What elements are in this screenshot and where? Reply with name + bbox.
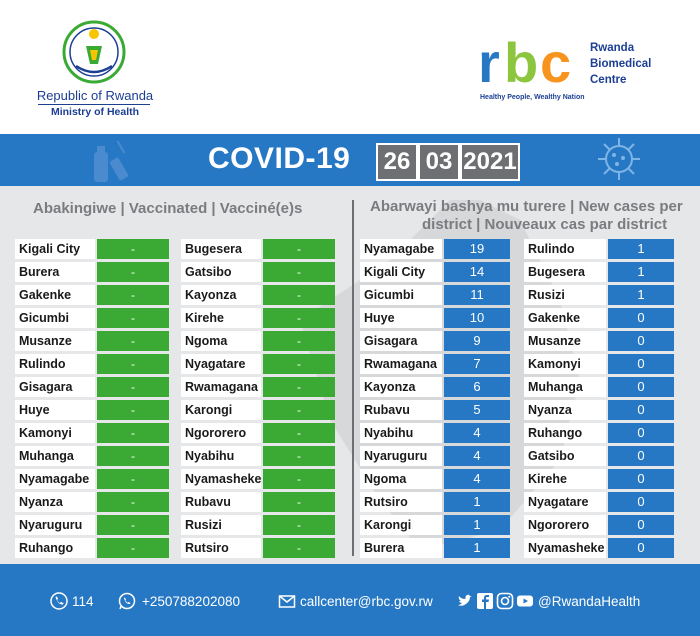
rbc-tagline: Healthy People, Wealthy Nation (480, 94, 585, 101)
vaccinated-left-district-name: Nyanza (15, 492, 95, 512)
new-cases-right-value: 0 (608, 515, 674, 535)
vaccinated-left-district-name: Rulindo (15, 354, 95, 374)
new-cases-left-value: 9 (444, 331, 510, 351)
vaccinated-left-district-name: Gicumbi (15, 308, 95, 328)
vaccinated-right-value: - (263, 331, 335, 351)
rbc-name-line: Centre (590, 74, 627, 86)
svg-text:r: r (478, 36, 500, 90)
ministry-label: Ministry of Health (50, 106, 140, 118)
new-cases-left-district-name: Gicumbi (360, 285, 442, 305)
new-cases-left-value: 5 (444, 400, 510, 420)
new-cases-right-district-name: Ngororero (524, 515, 606, 535)
section-divider (352, 200, 354, 556)
vaccinated-left-value: - (97, 400, 169, 420)
vaccinated-left-value: - (97, 538, 169, 558)
vaccinated-right-value: - (263, 469, 335, 489)
vaccinated-left-district-name: Gakenke (15, 285, 95, 305)
new-cases-right-value: 0 (608, 492, 674, 512)
vaccinated-heading: Abakingiwe | Vaccinated | Vacciné(e)s (33, 200, 303, 217)
virus-icon (594, 134, 644, 184)
youtube-icon[interactable] (516, 592, 534, 610)
email-address[interactable]: callcenter@rbc.gov.rw (300, 594, 433, 609)
new-cases-left-value: 11 (444, 285, 510, 305)
republic-label: Republic of Rwanda (36, 88, 154, 103)
new-cases-left-value: 4 (444, 446, 510, 466)
vaccinated-left-value: - (97, 492, 169, 512)
email-icon (278, 592, 296, 610)
new-cases-left-value: 4 (444, 423, 510, 443)
whatsapp-number[interactable]: +250788202080 (142, 594, 240, 609)
vaccinated-right-value: - (263, 377, 335, 397)
new-cases-right-district-name: Nyamasheke (524, 538, 606, 558)
svg-text:b: b (504, 36, 539, 90)
rbc-logo-icon (478, 36, 584, 90)
new-cases-left-value: 10 (444, 308, 510, 328)
social-handle[interactable]: @RwandaHealth (538, 594, 641, 609)
vaccinated-left-value: - (97, 285, 169, 305)
vaccinated-right-district-name: Rusizi (181, 515, 261, 535)
vaccinated-right-district-name: Rwamagana (181, 377, 261, 397)
vaccinated-right-value: - (263, 538, 335, 558)
new-cases-left-value: 19 (444, 239, 510, 259)
new-cases-right-district-name: Muhanga (524, 377, 606, 397)
vaccinated-left-district-name: Nyamagabe (15, 469, 95, 489)
vaccinated-right-district-name: Karongi (181, 400, 261, 420)
vaccinated-right-district-name: Gatsibo (181, 262, 261, 282)
date-year: 2021 (460, 143, 520, 181)
vaccinated-right-value: - (263, 239, 335, 259)
vaccinated-right-value: - (263, 515, 335, 535)
new-cases-left-district-name: Nyabihu (360, 423, 442, 443)
twitter-icon[interactable] (456, 592, 474, 610)
vaccinated-left-district-name: Nyaruguru (15, 515, 95, 535)
new-cases-right-district-name: Gatsibo (524, 446, 606, 466)
vaccinated-right-district-name: Nyagatare (181, 354, 261, 374)
new-cases-right-value: 0 (608, 469, 674, 489)
vaccinated-left-value: - (97, 331, 169, 351)
vaccinated-left-district-name: Huye (15, 400, 95, 420)
vaccinated-left-district-name: Muhanga (15, 446, 95, 466)
new-cases-left-value: 1 (444, 538, 510, 558)
whatsapp-icon (118, 592, 136, 610)
vaccinated-left-value: - (97, 239, 169, 259)
new-cases-left-district-name: Karongi (360, 515, 442, 535)
vaccinated-right-district-name: Rutsiro (181, 538, 261, 558)
vaccinated-left-district-name: Ruhango (15, 538, 95, 558)
vaccinated-right-value: - (263, 262, 335, 282)
new-cases-left-district-name: Rubavu (360, 400, 442, 420)
vaccinated-right-district-name: Ngororero (181, 423, 261, 443)
new-cases-right-value: 0 (608, 538, 674, 558)
new-cases-right-value: 1 (608, 285, 674, 305)
header-divider (38, 104, 150, 105)
svg-text:c: c (540, 36, 572, 90)
syringe-icon (84, 138, 134, 186)
new-cases-right-value: 1 (608, 262, 674, 282)
new-cases-right-district-name: Nyagatare (524, 492, 606, 512)
vaccinated-right-value: - (263, 423, 335, 443)
new-cases-right-value: 0 (608, 423, 674, 443)
vaccinated-right-district-name: Nyabihu (181, 446, 261, 466)
vaccinated-left-value: - (97, 515, 169, 535)
vaccinated-right-district-name: Kayonza (181, 285, 261, 305)
new-cases-right-value: 0 (608, 400, 674, 420)
new-cases-right-value: 0 (608, 446, 674, 466)
vaccinated-right-district-name: Kirehe (181, 308, 261, 328)
vaccinated-left-district-name: Kamonyi (15, 423, 95, 443)
new-cases-left-district-name: Nyamagabe (360, 239, 442, 259)
new-cases-right-district-name: Musanze (524, 331, 606, 351)
instagram-icon[interactable] (496, 592, 514, 610)
new-cases-right-district-name: Nyanza (524, 400, 606, 420)
header (0, 0, 700, 134)
new-cases-left-value: 14 (444, 262, 510, 282)
vaccinated-right-district-name: Rubavu (181, 492, 261, 512)
vaccinated-left-district-name: Gisagara (15, 377, 95, 397)
vaccinated-right-value: - (263, 354, 335, 374)
hotline-text[interactable]: 114 (72, 594, 94, 609)
vaccinated-left-value: - (97, 308, 169, 328)
new-cases-heading-line: Abarwayi bashya mu turere | New cases per (370, 198, 683, 215)
new-cases-heading-line: district | Nouveaux cas par district (422, 216, 668, 233)
vaccinated-left-value: - (97, 446, 169, 466)
new-cases-right-district-name: Rusizi (524, 285, 606, 305)
phone-icon (50, 592, 68, 610)
new-cases-right-district-name: Ruhango (524, 423, 606, 443)
new-cases-right-district-name: Gakenke (524, 308, 606, 328)
new-cases-right-value: 1 (608, 239, 674, 259)
new-cases-right-value: 0 (608, 308, 674, 328)
new-cases-left-district-name: Ngoma (360, 469, 442, 489)
vaccinated-left-district-name: Burera (15, 262, 95, 282)
facebook-icon[interactable] (476, 592, 494, 610)
vaccinated-right-value: - (263, 285, 335, 305)
new-cases-left-district-name: Kayonza (360, 377, 442, 397)
rbc-name (590, 40, 651, 88)
vaccinated-right-value: - (263, 492, 335, 512)
banner-title: COVID-19 (208, 142, 351, 175)
vaccinated-right-district-name: Ngoma (181, 331, 261, 351)
vaccinated-right-value: - (263, 308, 335, 328)
new-cases-left-value: 6 (444, 377, 510, 397)
new-cases-right-district-name: Kirehe (524, 469, 606, 489)
date-month: 03 (418, 143, 460, 181)
new-cases-left-district-name: Kigali City (360, 262, 442, 282)
new-cases-left-district-name: Huye (360, 308, 442, 328)
vaccinated-right-value: - (263, 446, 335, 466)
new-cases-left-district-name: Burera (360, 538, 442, 558)
new-cases-left-district-name: Rutsiro (360, 492, 442, 512)
date-day: 26 (376, 143, 418, 181)
new-cases-left-value: 1 (444, 515, 510, 535)
new-cases-right-district-name: Bugesera (524, 262, 606, 282)
rwanda-coat-of-arms-icon (62, 20, 126, 84)
vaccinated-left-value: - (97, 354, 169, 374)
new-cases-left-value: 1 (444, 492, 510, 512)
new-cases-left-value: 4 (444, 469, 510, 489)
vaccinated-left-value: - (97, 377, 169, 397)
new-cases-left-district-name: Gisagara (360, 331, 442, 351)
new-cases-heading (370, 198, 683, 234)
vaccinated-left-value: - (97, 469, 169, 489)
vaccinated-left-value: - (97, 262, 169, 282)
vaccinated-left-value: - (97, 423, 169, 443)
new-cases-left-district-name: Rwamagana (360, 354, 442, 374)
new-cases-right-district-name: Rulindo (524, 239, 606, 259)
new-cases-right-value: 0 (608, 377, 674, 397)
new-cases-right-value: 0 (608, 354, 674, 374)
vaccinated-left-district-name: Musanze (15, 331, 95, 351)
new-cases-right-value: 0 (608, 331, 674, 351)
vaccinated-right-district-name: Bugesera (181, 239, 261, 259)
rbc-name-line: Biomedical (590, 58, 652, 70)
vaccinated-right-value: - (263, 400, 335, 420)
vaccinated-left-district-name: Kigali City (15, 239, 95, 259)
vaccinated-right-district-name: Nyamasheke (181, 469, 261, 489)
new-cases-left-district-name: Nyaruguru (360, 446, 442, 466)
new-cases-left-value: 7 (444, 354, 510, 374)
rbc-name-line: Rwanda (590, 42, 635, 54)
new-cases-right-district-name: Kamonyi (524, 354, 606, 374)
